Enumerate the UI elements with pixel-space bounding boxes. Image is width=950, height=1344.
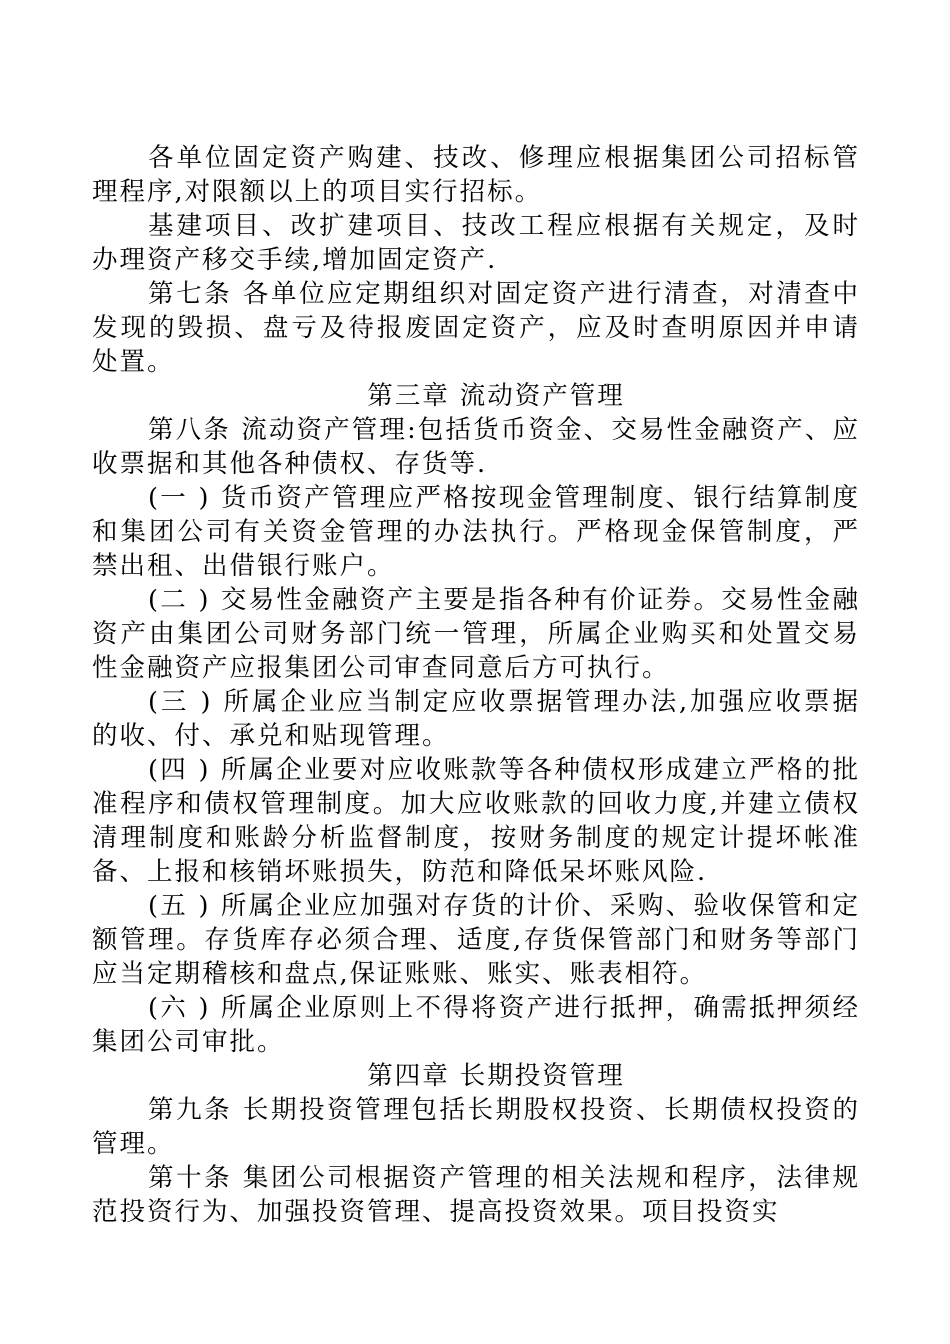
paragraph-item-1: (一 ) 货币资产管理应严格按现金管理制度、银行结算制度和集团公司有关资金管理的办法执行。严格现金保管制度，严禁出租、出借银行账户。 <box>92 483 860 581</box>
chapter-4-heading: 第四章 长期投资管理 <box>367 1061 625 1091</box>
paragraph-article-8: 第八条 流动资产管理:包括货币资金、交易性金融资产、应收票据和其他各种债权、存货等. <box>92 415 860 479</box>
paragraph-asset-transfer: 基建项目、改扩建项目、技改工程应根据有关规定，及时办理资产移交手续,增加固定资产. <box>92 211 860 275</box>
paragraph-item-3: (三 ) 所属企业应当制定应收票据管理办法,加强应收票据的收、付、承兑和贴现管理。 <box>92 687 860 751</box>
paragraph-item-2: (二 ) 交易性金融资产主要是指各种有价证券。交易性金融资产由集团公司财务部门统一管理，所属企业购买和处置交易性金融资产应报集团公司审查同意后方可执行。 <box>92 585 860 683</box>
paragraph-item-4: (四 ) 所属企业要对应收账款等各种债权形成建立严格的批准程序和债权管理制度。加大应收账款的回收力度,并建立债权清理制度和账龄分析监督制度，按财务制度的规定计提坏帐准备、上报和核销坏账损失，防范和降低呆坏账风险. <box>92 755 860 887</box>
paragraph-tender-management: 各单位固定资产购建、技改、修理应根据集团公司招标管理程序,对限额以上的项目实行招标。 <box>92 143 860 207</box>
paragraph-item-6: (六 ) 所属企业原则上不得将资产进行抵押，确需抵押须经集团公司审批。 <box>92 993 860 1057</box>
chapter-3-heading: 第三章 流动资产管理 <box>367 381 625 411</box>
paragraph-article-10: 第十条 集团公司根据资产管理的相关法规和程序，法律规范投资行为、加强投资管理、提高投资效果。项目投资实 <box>92 1163 860 1227</box>
paragraph-article-9: 第九条 长期投资管理包括长期股权投资、长期债权投资的管理。 <box>92 1095 860 1159</box>
paragraph-item-5: (五 ) 所属企业应加强对存货的计价、采购、验收保管和定额管理。存货库存必须合理、适度,存货保管部门和财务等部门应当定期稽核和盘点,保证账账、账实、账表相符。 <box>92 891 860 989</box>
document-page <box>92 141 860 1229</box>
paragraph-article-7: 第七条 各单位应定期组织对固定资产进行清查，对清查中发现的毁损、盘亏及待报废固定资产，应及时查明原因并申请处置。 <box>92 279 860 377</box>
